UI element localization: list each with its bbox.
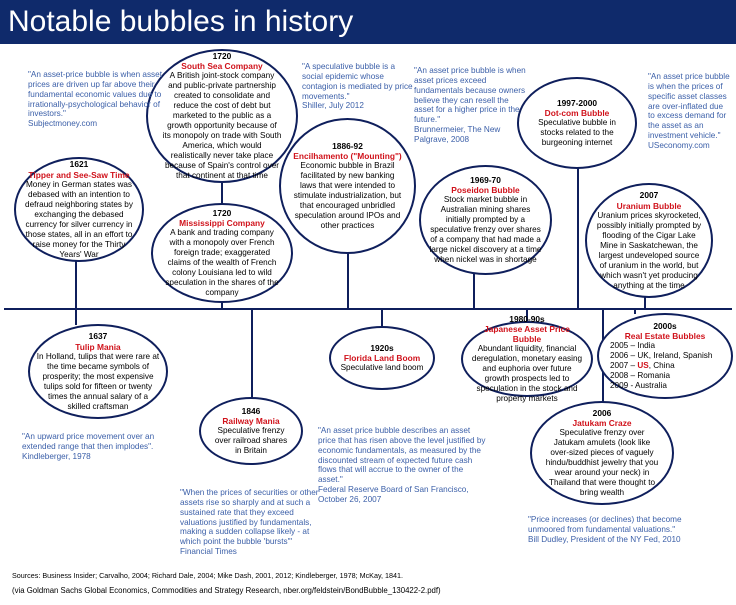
bubble-year: 2006 xyxy=(592,407,612,418)
bubble-1980s-japan xyxy=(461,313,593,404)
bubble-name: Japanese Asset Price Bubble xyxy=(484,323,570,345)
quote-subjectmoney xyxy=(28,70,163,129)
bubble-1920s-florida xyxy=(329,326,435,390)
bubble-1997-dotcom xyxy=(517,77,637,169)
bubble-1621-tipper xyxy=(14,157,144,262)
quote-text: "An upward price movement over an extended range that then implodes". xyxy=(22,432,155,451)
bubble-2006-jatukam xyxy=(530,401,674,505)
bubble-year: 1637 xyxy=(88,331,108,342)
bubble-name: Poseidon Bubble xyxy=(451,185,520,195)
quote-source: Financial Times xyxy=(180,547,237,557)
quote-source: Kindleberger, 1978 xyxy=(22,451,91,461)
bubble-year: 1720 xyxy=(212,50,232,61)
bubble-name: Tulip Mania xyxy=(75,341,121,352)
bubble-name: Mississippi Company xyxy=(179,218,265,228)
quote-source: Subjectmoney.com xyxy=(28,119,98,129)
bubble-year: 1846 xyxy=(241,405,261,416)
quote-text: "An asset price bubble is when asset prices exceed fundamentals because owners believe they can resell the asset for a higher price in the future." xyxy=(414,66,526,125)
page-title: Notable bubbles in history xyxy=(8,5,354,38)
quote-source: Bill Dudley, President of the NY Fed, 2010 xyxy=(528,534,681,544)
footer-sources: Sources: Business Insider; Carvalho, 2004; Richard Dale, 2004; Mike Dash, 2001, 2012; Kindleberger, 1978; McKay, 1841. xyxy=(12,571,404,580)
bubble-year: 1969-70 xyxy=(470,174,501,185)
bubble-description: Speculative land boom xyxy=(340,363,424,373)
bubble-2007-uranium xyxy=(585,183,713,298)
bubble-year: 1720 xyxy=(212,207,232,218)
bubble-1720-south-sea xyxy=(146,49,298,183)
quote-text: "Price increases (or declines) that become unmoored from fundamental valuations." xyxy=(528,515,682,534)
quote-source: Brunnermeier, The New Palgrave, 2008 xyxy=(414,125,501,144)
quote-text: "An asset price bubble is when the prices of specific asset classes are over-inflated due to excess demand for the asset as an investment vehicle." xyxy=(648,72,730,141)
quote-source: Federal Reserve Board of San Francisco, October 26, 2007 xyxy=(318,485,469,504)
bubble-1846-railway xyxy=(199,397,303,465)
bubble-name: Real Estate Bubbles xyxy=(624,331,706,341)
bubble-description: Abundant liquidity, financial deregulation, monetary easing and euphoria over future growth prospects led to speculation in the stock and property markets xyxy=(471,344,583,404)
bubble-description: Economic bubble in Brazil facilitated by new banking laws that were intended to stimulate industrialization, but that encouraged unbridled speculation around IPOs and other practices xyxy=(293,161,402,231)
country-row: 2009 - Australia xyxy=(610,381,667,391)
bubble-year: 1920s xyxy=(370,342,394,353)
bubble-description: Stock market bubble in Australian mining shares initially prompted by a speculative frenzy over shares of a company that had made a large nickel discovery at a time when nickel was in shortage xyxy=(429,195,542,265)
bubble-description: In Holland, tulips that were rare at the time became symbols of prosperity; the most expensive tulips sold for fifteen or twenty times the annual salary of a skilled craftsman xyxy=(36,351,160,411)
quote-brunnermeier xyxy=(414,66,526,145)
bubble-1886-encilhamento xyxy=(279,118,416,254)
bubble-1637-tulip xyxy=(28,324,168,419)
country-row: 2005 – India xyxy=(610,341,656,351)
quote-shiller xyxy=(302,62,414,111)
quote-useconomy xyxy=(648,72,730,151)
footer-via: (via Goldman Sachs Global Economics, Commodities and Strategy Research, nber.org/feldstein/BondBubble_130422-2.pdf) xyxy=(12,586,441,595)
bubble-year: 1621 xyxy=(69,159,89,170)
bubble-name: South Sea Company xyxy=(181,61,263,71)
bubble-year: 1997-2000 xyxy=(556,97,598,108)
bubble-name: Dot-com Bubble xyxy=(544,108,610,118)
bubble-name: Jatukam Craze xyxy=(572,418,632,428)
bubble-year: 1886-92 xyxy=(332,140,363,151)
bubble-name: Florida Land Boom xyxy=(343,353,421,363)
country-row: 2008 – Romania xyxy=(610,371,671,381)
bubble-name: Railway Mania xyxy=(222,416,280,426)
bubble-description: Uranium prices skyrocketed, possibly initially prompted by flooding of the Cigar Lake Mine in Saskatchewan, the largest undeveloped source of uranium in the world, but which wasn't yet producing anything at the time xyxy=(596,210,702,290)
bubble-description: Speculative frenzy over railroad shares in Britain xyxy=(214,426,288,456)
quote-source: USeconomy.com xyxy=(648,140,710,150)
quote-kindleberger xyxy=(22,432,182,462)
bubble-description: A British joint-stock company and public-private partnership created to consolidate and reduce the cost of debt but marketed to the public as a growth opportunity because of its monopoly on trade with South America, which would realistically never take place because of Spain's control over that continent at that time xyxy=(162,71,282,181)
quote-dudley xyxy=(528,515,718,545)
bubble-description: A bank and trading company with a monopoly over French foreign trade; exaggerated claims of the wealth of French colony Louisiana led to wild speculation in the shares of the company xyxy=(165,228,279,298)
bubble-description: Speculative bubble in stocks related to the burgeoning internet xyxy=(538,118,616,148)
quote-source: Shiller, July 2012 xyxy=(302,101,364,111)
bubble-2000s-real-estate xyxy=(597,313,733,399)
bubble-1969-poseidon xyxy=(419,165,552,275)
quote-text: "A speculative bubble is a social epidemic whose contagion is mediated by price movements." xyxy=(302,62,413,101)
bubble-description: Speculative frenzy over Jatukam amulets (look like over-sized pieces of vaguely hindu/buddhist jewelry that you wear around your neck) in Thailand that were thought to bring wealth xyxy=(545,428,659,498)
bubble-description: Money in German states was debased with an intention to defraud neighboring states by exchanging the debased currency for silver currency in those states, all in an effort to raise money for the Thirty Years' War xyxy=(25,179,133,259)
country-list xyxy=(610,341,720,391)
bubble-year: 1980-90s xyxy=(509,313,545,324)
bubble-name: Uranium Bubble xyxy=(616,200,682,211)
quote-text: "An asset price bubble describes an asset price that has risen above the level justified by economic fundamentals, as measured by the discounted stream of expected future cash flows that will accrue to the owner of the asset." xyxy=(318,426,486,485)
bubble-name: Tipper and See-Saw Time xyxy=(28,169,130,180)
quote-text: "When the prices of securities or other assets rise so sharply and at such a sustained rate that they exceed valuations justified by fundamentals, making a sudden collapse likely - at which point the bubble 'bursts'" xyxy=(180,488,319,547)
country-row: 2007 – US, China xyxy=(610,361,675,371)
quote-financial-times xyxy=(180,488,320,557)
bubble-name: Encilhamento ("Mounting") xyxy=(293,151,402,161)
bubble-1720-mississippi xyxy=(151,203,293,303)
country-row: 2006 – UK, Ireland, Spanish xyxy=(610,351,713,361)
bubble-year: 2000s xyxy=(653,320,677,331)
quote-text: "An asset-price bubble is when asset prices are driven up far above their fundamental economic values due to irrationally-psychological behavior of investors." xyxy=(28,70,162,119)
bubble-year: 2007 xyxy=(639,190,659,201)
quote-federal-reserve xyxy=(318,426,486,505)
